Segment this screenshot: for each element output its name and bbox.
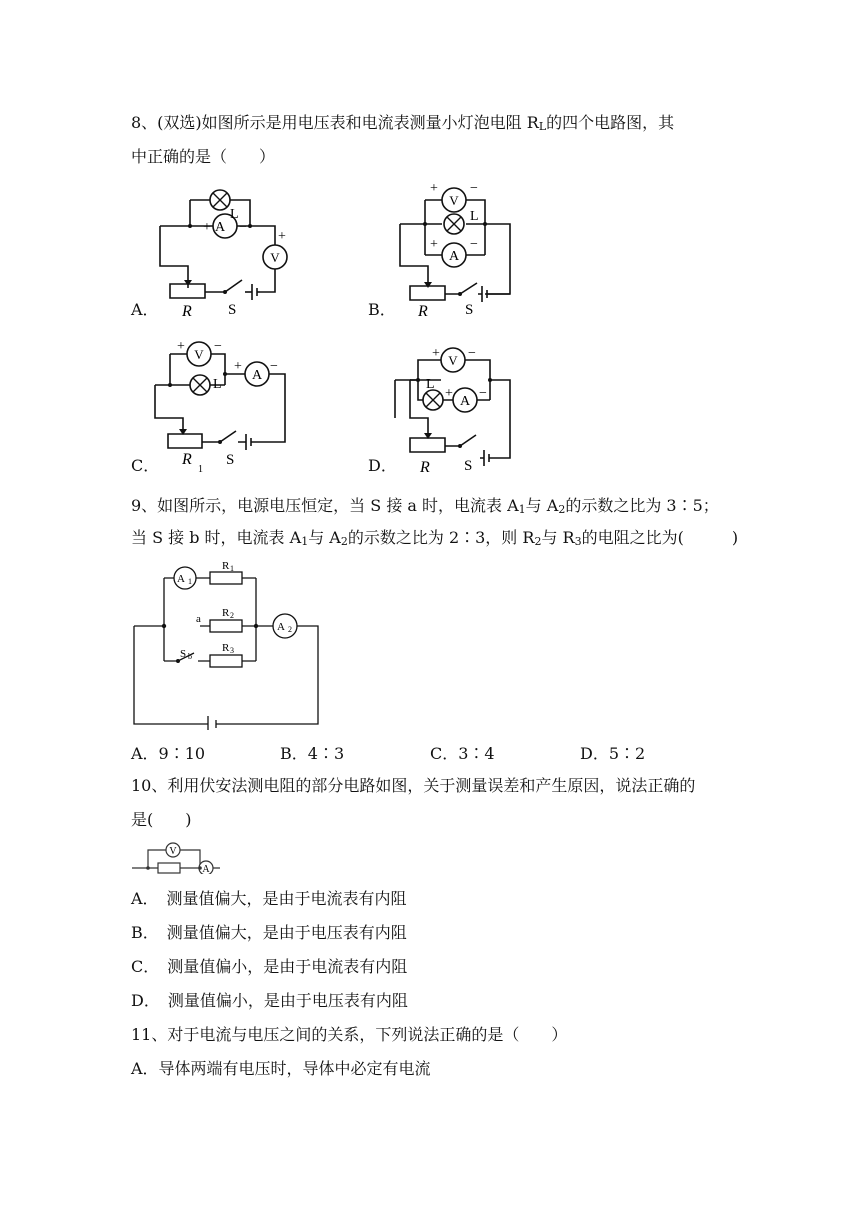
- plus-sign: +: [430, 181, 438, 196]
- plus-sign: +: [432, 346, 440, 361]
- q9-circuit: [128, 560, 328, 730]
- plus-sign: +: [278, 229, 286, 244]
- switch-label: S: [226, 452, 235, 468]
- plus-sign: +: [234, 359, 242, 374]
- q9-option-d: D．5∶2: [580, 744, 646, 763]
- q8-circuit-c: [150, 340, 300, 480]
- a2-sub: 2: [288, 625, 292, 634]
- q9-text: 的示数之比为 3∶5；: [565, 496, 719, 515]
- r2-label: R: [222, 607, 230, 619]
- resistor-r1: [210, 572, 242, 584]
- lamp-label: L: [426, 377, 435, 392]
- minus-sign: −: [468, 346, 476, 361]
- q9-text: 与 R: [541, 528, 575, 547]
- voltmeter-label: V: [194, 347, 204, 362]
- lamp-label: L: [230, 207, 239, 222]
- a1-sub: 1: [188, 577, 192, 586]
- switch-label: S: [180, 648, 187, 660]
- q9-stem-line2: [131, 528, 738, 552]
- a1-label: A: [177, 573, 185, 585]
- resistor: [158, 863, 180, 873]
- voltmeter-label: V: [448, 353, 458, 368]
- q8-option-a: A．: [131, 300, 159, 319]
- r2-sub: 2: [230, 611, 234, 620]
- rheostat-label: R: [420, 459, 430, 476]
- q8-option-b: B．: [368, 300, 396, 319]
- switch-label: S: [464, 458, 473, 474]
- q9-text: 与 A: [308, 528, 341, 547]
- resistor-r2: [210, 620, 242, 632]
- plus-sign: +: [177, 340, 185, 354]
- ammeter-label: A: [459, 394, 471, 409]
- q8-stem-sub: L: [538, 120, 547, 133]
- plus-sign: +: [203, 220, 211, 235]
- q9-sub: 2: [340, 535, 348, 548]
- switch-label: S: [228, 302, 237, 318]
- ammeter-label: A: [251, 368, 263, 383]
- q8-option-c: C．: [131, 456, 160, 475]
- q10-stem-line1: 10、利用伏安法测电阻的部分电路如图，关于测量误差和产生原因，说法正确的: [131, 776, 696, 795]
- q9-sub: 2: [558, 503, 566, 516]
- q9-text: 9、如图所示，电源电压恒定，当 S 接 a 时，电流表 A: [131, 496, 519, 515]
- q8-circuit-a: [150, 180, 300, 320]
- minus-sign: −: [470, 237, 478, 252]
- minus-sign: −: [239, 220, 247, 235]
- q11-option-a: A．导体两端有电压时，导体中必定有电流: [131, 1059, 431, 1078]
- q8-circuit-d: [390, 340, 540, 480]
- q9-text: 的示数之比为 2∶3，则 R: [347, 528, 535, 547]
- q8-circuit-b: [390, 180, 540, 320]
- q9-sub: 2: [534, 535, 542, 548]
- q9-option-c: C．3∶4: [430, 744, 495, 763]
- q8-stem-text: 8、(双选)如图所示是用电压表和电流表测量小灯泡电阻 R: [131, 113, 539, 132]
- q10-stem-line2: 是( ): [131, 810, 192, 829]
- r3-sub: 3: [230, 646, 234, 655]
- q9-sub: 3: [574, 535, 582, 548]
- plus-sign: +: [445, 386, 453, 401]
- q10-circuit: [130, 838, 222, 874]
- minus-sign: −: [214, 340, 222, 354]
- lamp-label: L: [213, 377, 222, 392]
- voltmeter-label: V: [169, 846, 177, 857]
- q10-option-d: D． 测量值偏小，是由于电压表有内阻: [131, 991, 408, 1010]
- q8-option-d: D．: [368, 456, 397, 475]
- ammeter-label: A: [448, 249, 460, 264]
- a2-label: A: [277, 621, 285, 633]
- plus-sign: +: [430, 237, 438, 252]
- switch-sub: b: [188, 652, 192, 661]
- q9-text: 的电阻之比为( ): [581, 528, 739, 547]
- ammeter-label: A: [202, 864, 210, 874]
- r1-label: R: [222, 560, 230, 572]
- ammeter-label: A: [214, 220, 226, 235]
- lamp-label: L: [470, 209, 479, 224]
- minus-sign: −: [270, 359, 278, 374]
- minus-sign: −: [470, 181, 478, 196]
- q9-stem-line1: [131, 496, 719, 520]
- q9-option-b: B．4∶3: [280, 744, 345, 763]
- r1-sub: 1: [230, 564, 234, 573]
- rheostat-label: R: [182, 303, 192, 320]
- q9-option-a: A．9∶10: [131, 744, 206, 763]
- rheostat-label: R: [182, 451, 192, 468]
- q9-text: 与 A: [525, 496, 559, 515]
- q10-option-c: C． 测量值偏小，是由于电流表有内阻: [131, 957, 408, 976]
- q9-text: 当 S 接 b 时，电流表 A: [131, 528, 302, 547]
- q10-option-a: A． 测量值偏大，是由于电流表有内阻: [131, 889, 407, 908]
- r3-label: R: [222, 642, 230, 654]
- voltmeter-label: V: [449, 193, 459, 208]
- q8-stem-line1: [131, 113, 674, 137]
- rheostat-subscript: 1: [198, 464, 203, 475]
- q9-sub: 1: [518, 503, 526, 516]
- q8-stem-end: 的四个电路图，其: [546, 113, 675, 132]
- minus-sign: −: [479, 386, 487, 401]
- voltmeter-label: V: [270, 250, 280, 265]
- contact-a-label: a: [196, 613, 201, 625]
- switch-label: S: [465, 302, 474, 318]
- rheostat-label: R: [418, 303, 428, 320]
- q8-stem-line2: 中正确的是（ ）: [131, 147, 276, 166]
- q10-option-b: B． 测量值偏大，是由于电压表有内阻: [131, 923, 407, 942]
- resistor-r3: [210, 655, 242, 667]
- q11-stem: 11、对于电流与电压之间的关系，下列说法正确的是（ ）: [131, 1025, 568, 1044]
- q9-sub: 1: [301, 535, 309, 548]
